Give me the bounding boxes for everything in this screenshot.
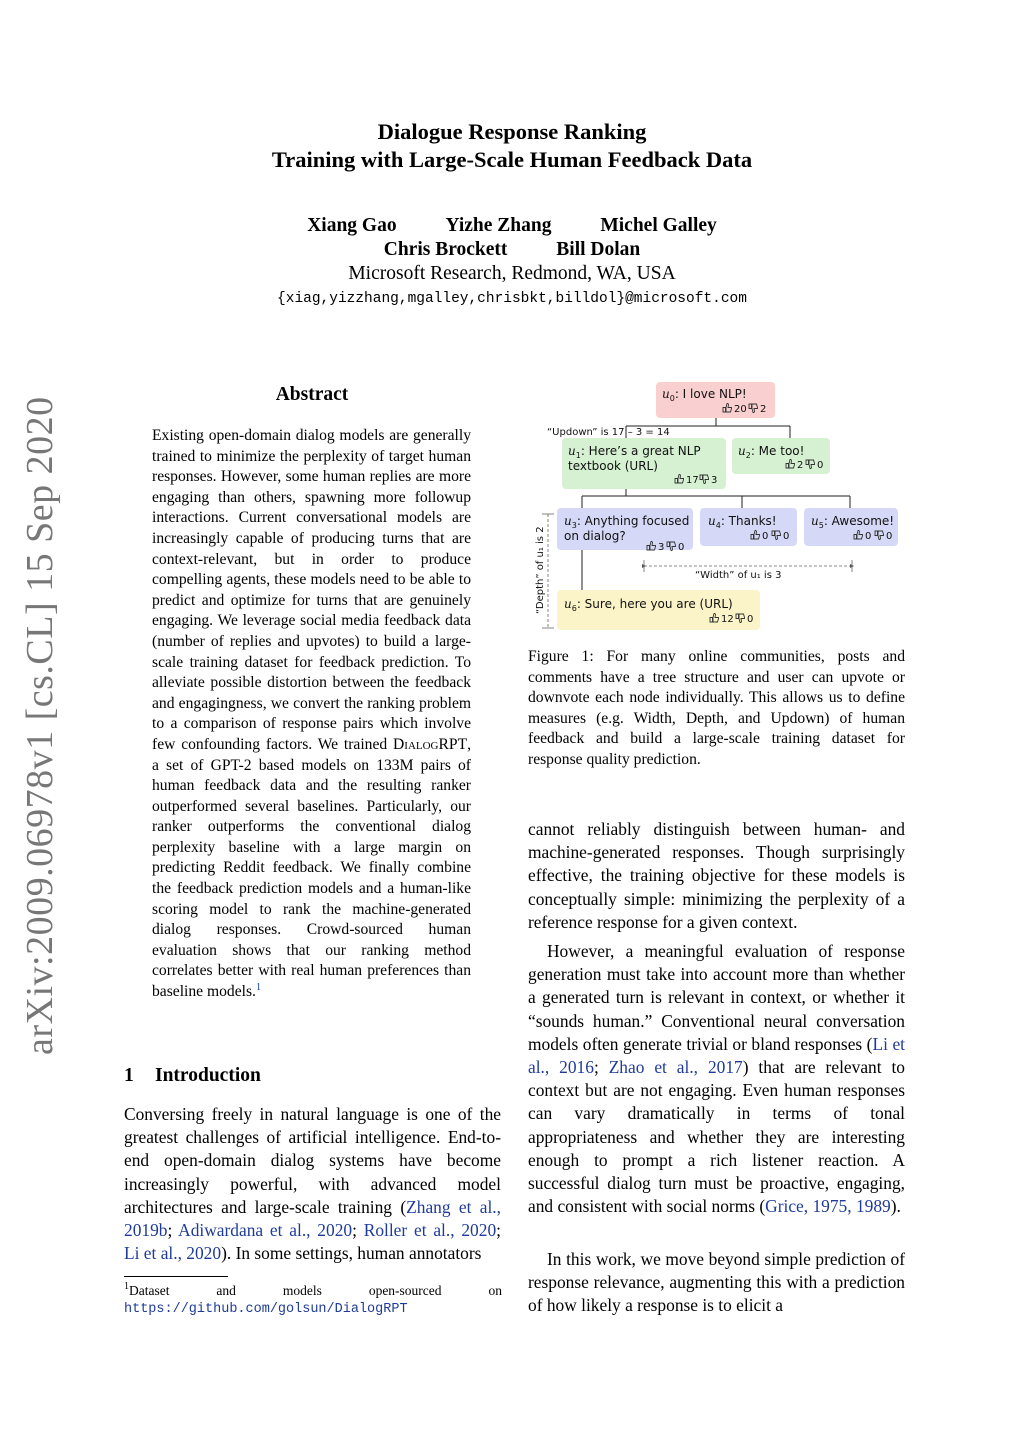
figure-dialog-tree <box>530 378 910 638</box>
node-label: u <box>662 387 670 401</box>
abstract-text: Existing open-domain dialog models are generally trained to minimize the perplexity of target human responses. However, some human replies are more engaging than others, spawning more followup interactions. Current conversational models are increasingly capable of producing turns that are context-relevant, but in order to produce compelling agents, these models need to be able to predict and optimize for turns that are genuinely engaging. We leverage social media feedback data (number of replies and upvotes) to build a large-scale training dataset for feedback prediction. To alleviate possible distortion between the feedback and engagingness, we convert the ranking problem to a comparison of response pairs which involve few confounding factors. We trained <box>152 427 471 753</box>
footnote-mark: 1 <box>124 1281 129 1292</box>
upvote-count: 0 <box>865 531 872 542</box>
downvote-count: 0 <box>817 460 824 471</box>
upvote-count: 17 <box>686 475 699 486</box>
title-line-2: Training with Large-Scale Human Feedback Data <box>271 147 753 172</box>
section-heading <box>124 1065 504 1087</box>
node-label: u <box>738 444 746 458</box>
node-text: : Me too! <box>750 444 805 458</box>
svg-text:u3: Anything focused <box>564 514 689 530</box>
section-title: Introduction <box>155 1065 261 1086</box>
updown-note: “Updown” is 17 – 3 = 14 <box>547 427 670 438</box>
node-label: u <box>568 444 576 458</box>
node-text: : I love NLP! <box>674 387 747 401</box>
citation-link[interactable]: Roller et al., 2020 <box>363 1220 497 1241</box>
citation-link[interactable]: Li et al., 2020 <box>124 1243 222 1264</box>
right-paragraph-2 <box>528 940 905 1218</box>
right-paragraph-1: cannot reliably distinguish between human- and machine-generated responses. Though surprisingly effective, the training objective for these models is conceptually simple: minimizing the perplexity of a reference response for a given context. <box>528 819 905 932</box>
dialog-node-u0 <box>656 382 775 418</box>
node-label: u <box>811 514 819 528</box>
paragraph-text: ) that are relevant to context but are not engaging. Even human responses can vary dramatically in terms of tonal appropriateness and whether they are interesting enough to prompt a rich listener reaction. A successful dialog turn must be proactive, engaging, and consistent with social norms ( <box>528 1057 905 1217</box>
separator: ; <box>167 1220 179 1241</box>
dialog-node-u4 <box>700 508 797 546</box>
title-line-1: Dialogue Response Ranking <box>377 119 647 144</box>
node-text: : Here’s a great NLP <box>580 444 701 458</box>
downvote-count: 2 <box>760 404 767 415</box>
footnote-text: Dataset and models open-sourced on <box>129 1283 502 1298</box>
svg-text:u1: Here’s a great NLP <box>568 444 701 460</box>
dialog-node-u3 <box>557 508 693 553</box>
figure-caption: Figure 1: For many online communities, posts and comments have a tree structure and user can upvote or downvote each node individually. This allows us to define measures (e.g. Width, Depth, and Updown) of human feedback and build a large-scale training dataset for response quality prediction. <box>528 648 905 768</box>
node-label: u <box>708 514 716 528</box>
node-label: u <box>564 597 572 611</box>
author: Chris Brockett <box>383 239 508 260</box>
citation-link[interactable]: Grice, 1975, 1989 <box>765 1196 891 1217</box>
node-subscript: 6 <box>571 604 577 613</box>
node-label: u <box>564 514 572 528</box>
author: Michel Galley <box>600 215 717 236</box>
author: Yizhe Zhang <box>445 215 552 236</box>
affiliation: Microsoft Research, Redmond, WA, USA <box>348 263 676 284</box>
footnote <box>124 1282 502 1318</box>
svg-text:u6: Sure, here you are (URL) <box>564 597 733 613</box>
dialog-node-u1 <box>562 438 726 489</box>
dialog-node-u2 <box>732 438 830 474</box>
upvote-count: 0 <box>762 531 769 542</box>
intro-paragraph <box>124 1103 501 1265</box>
depth-annotation <box>535 514 554 628</box>
node-text: : Thanks! <box>720 514 777 528</box>
arxiv-stamp: arXiv:2009.06978v1 [cs.CL] 15 Sep 2020 <box>19 396 61 1055</box>
footnote-link[interactable]: 1 <box>255 982 261 994</box>
upvote-count: 20 <box>734 404 747 415</box>
paragraph-text: However, a meaningful evaluation of response generation must take into account more than whether a generated turn is relevant in context, or whether it “sounds human.” Conventional neural conversation models often generate trivial or bland responses ( <box>528 941 905 1054</box>
upvote-count: 12 <box>721 614 734 625</box>
node-text: : Sure, here you are (URL) <box>576 597 733 611</box>
footnote-rule <box>124 1276 228 1277</box>
author-list <box>0 214 1024 262</box>
paragraph-text: Conversing freely in natural language is one of the greatest challenges of artificial intelligence. End-to-end open-domain dialog systems have become increasingly powerful, with advanced model architectures and large-scale training ( <box>124 1104 501 1217</box>
separator: ; <box>496 1220 501 1241</box>
section-number: 1 <box>124 1065 134 1086</box>
node-subscript: 5 <box>818 521 824 530</box>
downvote-count: 0 <box>747 614 754 625</box>
author-emails: {xiag,yizzhang,mgalley,chrisbkt,billdol}@microsoft.com <box>277 291 747 307</box>
node-subscript: 0 <box>669 394 675 403</box>
author: Xiang Gao <box>307 215 397 236</box>
separator: ; <box>593 1057 609 1078</box>
node-text: : Anything focused <box>576 514 690 528</box>
author: Bill Dolan <box>556 239 641 260</box>
upvote-count: 3 <box>658 542 665 553</box>
paper-title <box>0 118 1024 174</box>
downvote-count: 0 <box>783 531 790 542</box>
separator: ; <box>352 1220 364 1241</box>
node-subscript: 4 <box>715 521 721 530</box>
upvote-count: 2 <box>797 460 804 471</box>
node-subscript: 3 <box>571 521 577 530</box>
abstract-body <box>152 426 471 1003</box>
svg-text:u0: I love NLP! <box>662 387 747 403</box>
dialog-node-u6 <box>557 590 760 630</box>
svg-text:u5: Awesome! <box>811 514 894 530</box>
right-paragraph-3: In this work, we move beyond simple prediction of response relevance, augmenting this with a prediction of how likely a response is to elicit a <box>528 1249 905 1316</box>
downvote-count: 0 <box>886 531 893 542</box>
paragraph-text: ). In some settings, human annotators <box>221 1243 482 1264</box>
downvote-count: 0 <box>678 542 685 553</box>
abstract-heading: Abstract <box>275 384 349 405</box>
dialog-node-u5 <box>804 508 898 546</box>
paragraph-text: ). <box>890 1196 901 1217</box>
citation-link[interactable]: Zhao et al., 2017 <box>608 1057 743 1078</box>
node-text: on dialog? <box>564 529 626 543</box>
downvote-count: 3 <box>711 475 718 486</box>
citation-link[interactable]: Adiwardana et al., 2020 <box>178 1220 353 1241</box>
depth-note: “Depth” of u₁ is 2 <box>535 526 546 614</box>
citation-link[interactable]: Zhang et al., 2019b <box>124 1196 502 1241</box>
width-note: “Width” of u₁ is 3 <box>695 570 782 581</box>
width-annotation <box>644 560 852 581</box>
citation-link[interactable]: Li et al., 2016 <box>528 1033 905 1078</box>
node-text: : Awesome! <box>823 514 895 528</box>
node-subscript: 1 <box>575 451 581 460</box>
node-subscript: 2 <box>745 451 751 460</box>
node-text: textbook (URL) <box>568 459 658 473</box>
footnote-url[interactable]: https://github.com/golsun/DialogRPT <box>124 1302 408 1317</box>
abstract-text: , a set of GPT-2 based models on 133M pairs of human feedback data and the resulting ranker outperformed several baselines. Particularly, our ranker outperforms the conventional dialog perplexity baseline with a large margin on predicting Reddit feedback. We finally combine the feedback prediction models and a human-like scoring model to rank the machine-generated dialog responses. Crowd-sourced human evaluation shows that our ranking method correlates better with real human preferences than baseline models. <box>152 735 471 1001</box>
model-name: DialogRPT <box>393 735 468 753</box>
